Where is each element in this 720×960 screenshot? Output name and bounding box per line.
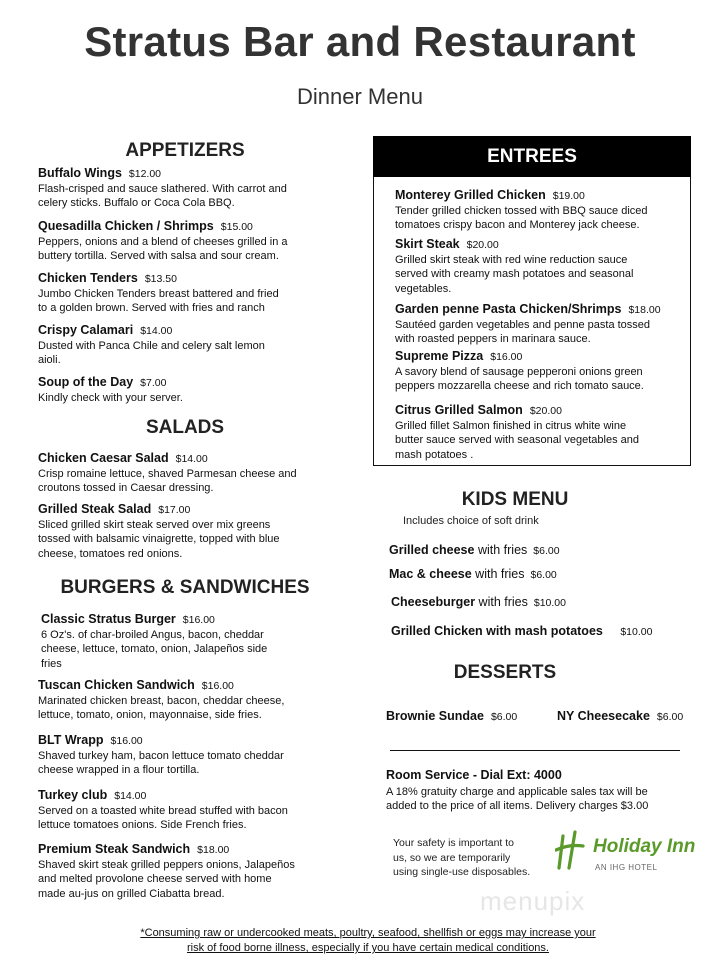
appetizers-item: [38, 323, 265, 368]
item-name: [41, 612, 267, 628]
item-price: $14.00: [140, 325, 173, 337]
item-description: with roasted peppers in marinara sauce.: [395, 333, 591, 346]
item-description: aioli.: [38, 354, 61, 367]
item-name-text: Skirt Steak: [395, 237, 460, 251]
entrees-heading: ENTREES: [373, 136, 691, 177]
item-description: croutons tossed in Caesar dressing.: [38, 482, 214, 495]
salads-heading: SALADS: [145, 417, 225, 438]
logo-tagline: AN IHG HOTEL: [595, 863, 658, 872]
item-description: and melted provolone cheese served with home: [38, 873, 272, 886]
dessert-name: NY Cheesecake: [557, 709, 650, 723]
kids-item-name: Cheeseburger: [391, 595, 476, 609]
kids-item-price: $10.00: [533, 597, 566, 609]
item-name: [38, 375, 183, 391]
item-name: [395, 302, 661, 318]
page-subtitle: Dinner Menu: [297, 84, 423, 109]
logo-brand: Holiday Inn: [593, 836, 696, 857]
kids-item-extra: with fries: [475, 567, 525, 581]
item-description: cheese wrapped in a flour tortilla.: [38, 764, 200, 777]
item-description: lettuce tomatoes onions. Side French fries.: [38, 819, 247, 832]
item-name: [38, 788, 288, 804]
entrees-item: [395, 237, 633, 296]
item-price: $14.00: [175, 453, 208, 465]
item-name: [395, 237, 633, 253]
item-description: Shaved skirt steak grilled peppers onions, Jalapeños: [38, 859, 295, 871]
dessert-name: Brownie Sundae: [386, 709, 484, 723]
item-description: Dusted with Panca Chile and celery salt lemon: [38, 340, 265, 352]
item-price: $16.00: [110, 735, 143, 747]
appetizers-item: [38, 166, 287, 211]
item-name: [395, 188, 648, 204]
footer-disclaimer: [0, 926, 720, 956]
burgers-item: [38, 788, 288, 833]
item-price: $20.00: [466, 239, 499, 251]
dessert-item: [386, 709, 517, 723]
item-name: [38, 271, 279, 287]
item-description: mash potatoes .: [395, 448, 474, 461]
safety-line: Your safety is important to: [393, 837, 515, 849]
appetizers-heading: APPETIZERS: [125, 140, 245, 161]
item-name-text: Turkey club: [38, 788, 108, 802]
kids-item: [391, 624, 652, 638]
item-description: Crisp romaine lettuce, shaved Parmesan cheese and: [38, 468, 297, 480]
item-price: $20.00: [529, 405, 562, 417]
item-name-text: Classic Stratus Burger: [41, 612, 176, 626]
item-description: fries: [41, 657, 62, 670]
kids-subtitle: Includes choice of soft drink: [403, 515, 539, 527]
item-description: Grilled skirt steak with red wine reduction sauce: [395, 254, 628, 266]
item-description: served with creamy mash potatoes and seasonal: [395, 268, 634, 281]
item-description: Shaved turkey ham, bacon lettuce tomato cheddar: [38, 750, 284, 762]
entrees-item: [395, 349, 644, 394]
item-price: $14.00: [114, 790, 147, 802]
item-name: [38, 219, 288, 235]
item-name-text: Chicken Caesar Salad: [38, 451, 169, 465]
item-price: $18.00: [197, 844, 230, 856]
item-price: $16.00: [182, 614, 215, 626]
burgers-item: [41, 612, 267, 671]
item-name-text: Tuscan Chicken Sandwich: [38, 678, 195, 692]
item-description: Marinated chicken breast, bacon, cheddar cheese,: [38, 695, 285, 707]
item-price: $17.00: [158, 504, 191, 516]
item-description: made au-jus on grilled Ciabatta bread.: [38, 887, 225, 900]
item-name-text: Garden penne Pasta Chicken/Shrimps: [395, 302, 622, 316]
kids-item: [389, 543, 560, 557]
item-description: Grilled fillet Salmon finished in citrus white wine: [395, 420, 627, 432]
room-service-line: added to the price of all items. Delivery charges $3.00: [386, 800, 649, 812]
safety-line: using single-use disposables.: [393, 866, 531, 878]
item-name: [38, 842, 295, 858]
item-description: cheese, tomatoes red onions.: [38, 547, 183, 560]
item-description: Tender grilled chicken tossed with BBQ sauce diced: [395, 205, 648, 217]
burgers-heading: BURGERS & SANDWICHES: [60, 577, 310, 598]
salads-item: [38, 451, 297, 496]
item-name-text: Soup of the Day: [38, 375, 134, 389]
footer-line: risk of food borne illness, especially if you have certain medical conditions.: [187, 942, 549, 954]
entrees-item: [395, 188, 648, 233]
footer-line: *Consuming raw or undercooked meats, poultry, seafood, shellfish or eggs may increase your: [140, 927, 596, 939]
item-description: tossed with balsamic vinaigrette, topped with blue: [38, 533, 280, 546]
salads-item: [38, 502, 280, 561]
item-description: Peppers, onions and a blend of cheeses grilled in a: [38, 236, 288, 248]
kids-item-price: $6.00: [533, 545, 560, 557]
item-name-text: Crispy Calamari: [38, 323, 134, 337]
item-price: $13.50: [144, 273, 177, 285]
item-description: butter sauce served with seasonal vegetables and: [395, 434, 639, 447]
kids-item-price: $6.00: [530, 569, 557, 581]
item-name: [38, 678, 284, 694]
desserts-heading: DESSERTS: [453, 662, 557, 683]
burgers-item: [38, 733, 284, 778]
kids-item-extra: with fries: [478, 595, 528, 609]
item-description: vegetables.: [395, 282, 452, 295]
item-price: $7.00: [140, 377, 167, 389]
item-name-text: Quesadilla Chicken / Shrimps: [38, 219, 214, 233]
item-name-text: Monterey Grilled Chicken: [395, 188, 546, 202]
kids-item-name: Grilled cheese: [389, 543, 475, 557]
item-price: $16.00: [490, 351, 523, 363]
burgers-item: [38, 842, 295, 901]
kids-item-name: Grilled Chicken with mash potatoes: [391, 624, 603, 638]
item-name-text: Chicken Tenders: [38, 271, 138, 285]
item-name: [38, 451, 297, 467]
safety-notice: [393, 836, 530, 880]
kids-item: [391, 595, 566, 609]
item-description: Sautéed garden vegetables and penne pasta tossed: [395, 319, 651, 331]
appetizers-item: [38, 271, 279, 316]
item-description: tomatoes crispy bacon and Monterey jack cheese.: [395, 219, 640, 232]
item-description: Jumbo Chicken Tenders breast battered and fried: [38, 288, 279, 300]
item-name: [395, 349, 644, 365]
kids-heading: KIDS MENU: [461, 489, 569, 510]
item-price: $16.00: [201, 680, 234, 692]
item-description: Kindly check with your server.: [38, 392, 183, 404]
item-name: [38, 166, 287, 182]
item-name-text: Buffalo Wings: [38, 166, 122, 180]
item-description: celery sticks. Buffalo or Coca Cola BBQ.: [38, 197, 235, 210]
kids-item: [389, 567, 557, 581]
item-price: $12.00: [128, 168, 162, 180]
kids-item-name: Mac & cheese: [389, 567, 472, 581]
item-description: buttery tortilla. Served with salsa and sour cream.: [38, 250, 279, 263]
item-description: 6 Oz's. of char-broiled Angus, bacon, cheddar: [41, 629, 264, 641]
appetizers-item: [38, 219, 288, 264]
entrees-item: [395, 403, 639, 462]
item-name-text: Supreme Pizza: [395, 349, 484, 363]
watermark: menupix: [480, 886, 586, 916]
room-service-title: Room Service - Dial Ext: 4000: [386, 768, 562, 782]
dessert-item: [557, 709, 683, 723]
item-name-text: Premium Steak Sandwich: [38, 842, 191, 856]
item-price: $19.00: [552, 190, 585, 202]
page-title: Stratus Bar and Restaurant: [84, 18, 636, 65]
entrees-item: [395, 302, 661, 347]
item-name: [38, 323, 265, 339]
item-name-text: Citrus Grilled Salmon: [395, 403, 523, 417]
divider: [390, 750, 680, 751]
item-price: $18.00: [628, 304, 661, 316]
item-name: [38, 733, 284, 749]
item-name: [395, 403, 639, 419]
dessert-price: $6.00: [656, 711, 684, 723]
item-description: cheese, lettuce, tomato, onion, Jalapeños side: [41, 643, 268, 656]
item-description: Sliced grilled skirt steak served over mix greens: [38, 519, 271, 531]
dessert-price: $6.00: [490, 711, 518, 723]
item-description: Flash-crisped and sauce slathered. With carrot and: [38, 183, 287, 195]
kids-item-price: $10.00: [620, 626, 653, 638]
safety-line: us, so we are temporarily: [393, 851, 511, 864]
room-service-line: A 18% gratuity charge and applicable sales tax will be: [386, 786, 648, 798]
item-description: to a golden brown. Served with fries and ranch: [38, 302, 265, 315]
holiday-inn-logo: [555, 828, 705, 878]
item-description: Served on a toasted white bread stuffed with bacon: [38, 805, 288, 817]
item-description: lettuce, tomato, onion, mayonnaise, side fries.: [38, 709, 262, 722]
item-name: [38, 502, 280, 518]
burgers-item: [38, 678, 284, 723]
item-description: peppers mozzarella cheese and rich tomato sauce.: [395, 380, 644, 393]
item-price: $15.00: [220, 221, 253, 233]
item-name-text: BLT Wrapp: [38, 733, 104, 747]
item-description: A savory blend of sausage pepperoni onions green: [395, 366, 643, 378]
appetizers-item: [38, 375, 183, 405]
kids-item-extra: with fries: [477, 543, 528, 557]
item-name-text: Grilled Steak Salad: [38, 502, 152, 516]
